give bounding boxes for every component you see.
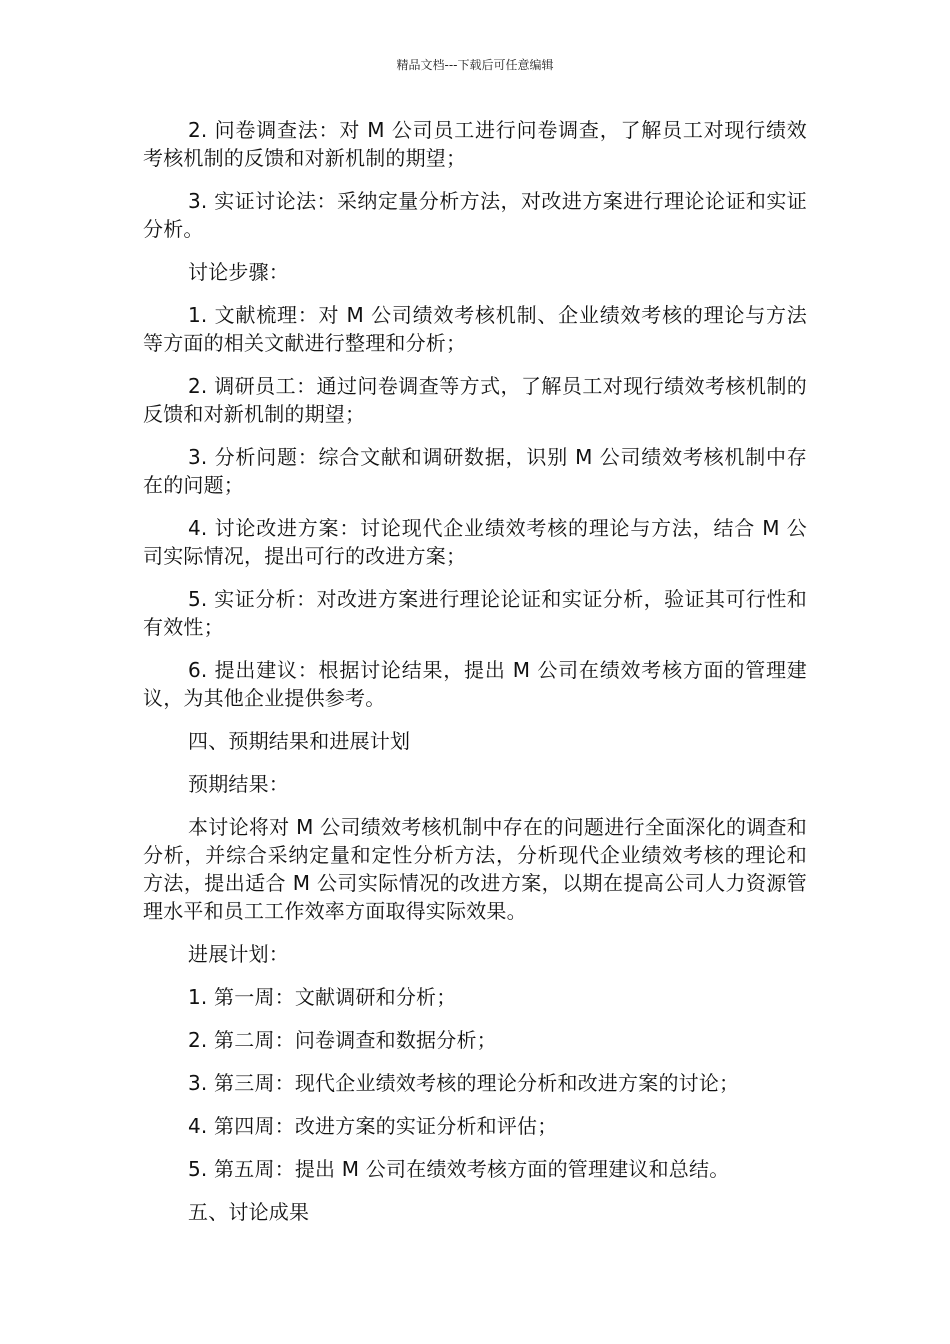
paragraph-week-5: 5. 第五周：提出 M 公司在绩效考核方面的管理建议和总结。 (188, 1157, 730, 1181)
document-body (143, 116, 807, 1241)
paragraph-step-6: 6. 提出建议：根据讨论结果，提出 M 公司在绩效考核方面的管理建议，为其他企业提供参考。 (143, 658, 807, 710)
paragraph-step-5: 5. 实证分析：对改进方案进行理论论证和实证分析，验证其可行性和有效性； (143, 587, 807, 639)
paragraph-step-3: 3. 分析问题：综合文献和调研数据，识别 M 公司绩效考核机制中存在的问题； (143, 445, 807, 497)
section-heading-5: 五、讨论成果 (188, 1200, 310, 1224)
paragraph-step-1: 1. 文献梳理：对 M 公司绩效考核机制、企业绩效考核的理论与方法等方面的相关文献进行整理和分析； (143, 303, 807, 355)
paragraph-expected-heading: 预期结果： (188, 772, 289, 796)
paragraph-steps-heading: 讨论步骤： (188, 260, 289, 284)
page-header: 精品文档---下载后可任意编辑 (396, 58, 554, 72)
section-heading-4: 四、预期结果和进展计划 (188, 729, 411, 753)
paragraph-week-2: 2. 第二周：问卷调查和数据分析； (188, 1028, 497, 1052)
paragraph-week-1: 1. 第一周：文献调研和分析； (188, 985, 457, 1009)
paragraph-method-questionnaire: 2. 问卷调查法：对 M 公司员工进行问卷调查，了解员工对现行绩效考核机制的反馈和对新机制的期望； (143, 118, 807, 170)
paragraph-step-2: 2. 调研员工：通过问卷调查等方式，了解员工对现行绩效考核机制的反馈和对新机制的期望； (143, 374, 807, 426)
paragraph-week-3: 3. 第三周：现代企业绩效考核的理论分析和改进方案的讨论； (188, 1071, 740, 1095)
paragraph-method-empirical: 3. 实证讨论法：采纳定量分析方法，对改进方案进行理论论证和实证分析。 (143, 189, 807, 241)
paragraph-expected-body: 本讨论将对 M 公司绩效考核机制中存在的问题进行全面深化的调查和分析，并综合采纳定量和定性分析方法，分析现代企业绩效考核的理论和方法，提出适合 M 公司实际情况的改进方案，以期在提高公司人力资源管理水平和员工工作效率方面取得实际效果。 (143, 815, 807, 923)
paragraph-schedule-heading: 进展计划： (188, 942, 289, 966)
paragraph-week-4: 4. 第四周：改进方案的实证分析和评估； (188, 1114, 558, 1138)
paragraph-step-4: 4. 讨论改进方案：讨论现代企业绩效考核的理论与方法，结合 M 公司实际情况，提出可行的改进方案； (143, 516, 807, 568)
